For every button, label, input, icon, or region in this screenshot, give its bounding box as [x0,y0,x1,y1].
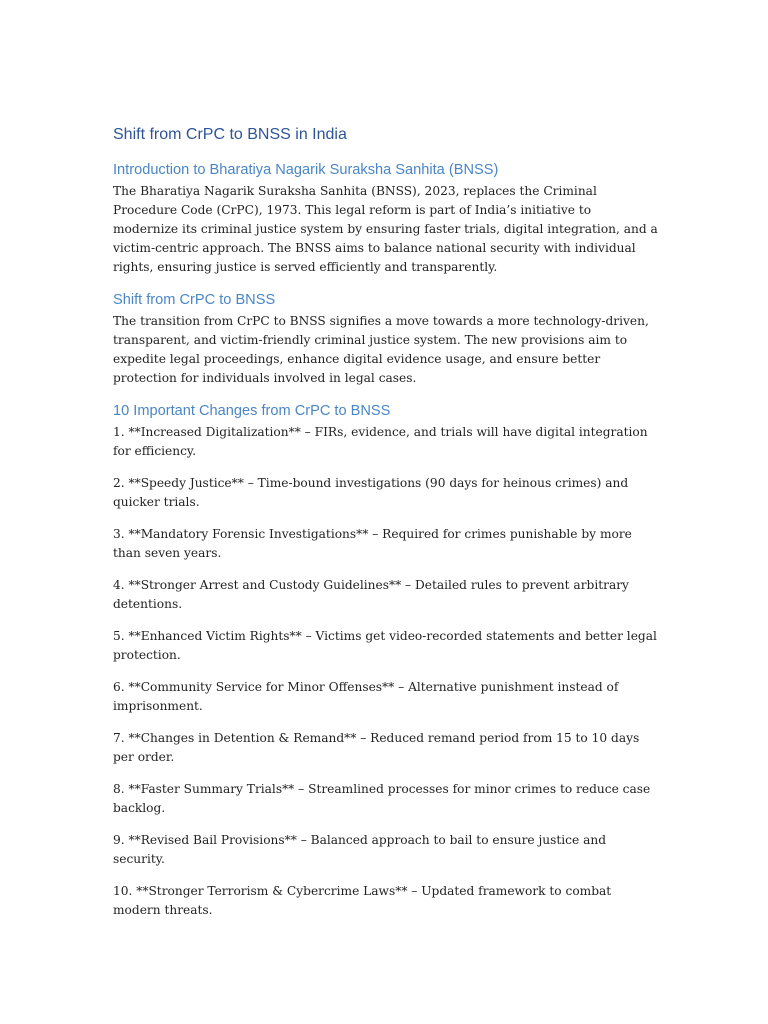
list-item: 9. **Revised Bail Provisions** – Balanced approach to bail to ensure justice and security. [113,833,607,866]
list-item: 2. **Speedy Justice** – Time-bound investigations (90 days for heinous crimes) and quicker trials. [113,476,629,509]
section-paragraph-introduction: The Bharatiya Nagarik Suraksha Sanhita (BNSS), 2023, replaces the Criminal Procedure Code (CrPC), 1973. This legal reform is part of India’s initiative to modernize its criminal justice system by ensuring faster trials, digital integration, and a victim-centric approach. The BNSS aims to balance national security with individual rights, ensuring justice is served efficiently and transparently. [113,184,658,274]
changes-list [113,423,658,920]
document-title: Shift from CrPC to BNSS in India [113,126,347,143]
section-heading-shift: Shift from CrPC to BNSS [113,292,276,308]
section-paragraph-shift: The transition from CrPC to BNSS signifies a move towards a more technology-driven, transparent, and victim-friendly criminal justice system. The new provisions aim to expedite legal proceedings, enhance digital evidence usage, and ensure better protection for individuals involved in legal cases. [113,314,649,385]
document-page [113,124,658,933]
list-item: 1. **Increased Digitalization** – FIRs, evidence, and trials will have digital integration for efficiency. [113,425,648,458]
section-heading-introduction: Introduction to Bharatiya Nagarik Suraksha Sanhita (BNSS) [113,162,499,178]
list-item: 4. **Stronger Arrest and Custody Guidelines** – Detailed rules to prevent arbitrary detentions. [113,578,629,611]
list-item: 5. **Enhanced Victim Rights** – Victims get video-recorded statements and better legal protection. [113,629,657,662]
list-item: 10. **Stronger Terrorism & Cybercrime Laws** – Updated framework to combat modern threats. [113,884,612,917]
list-item: 3. **Mandatory Forensic Investigations** – Required for crimes punishable by more than seven years. [113,527,632,560]
list-item: 7. **Changes in Detention & Remand** – Reduced remand period from 15 to 10 days per order. [113,731,640,764]
section-heading-changes: 10 Important Changes from CrPC to BNSS [113,403,391,419]
list-item: 8. **Faster Summary Trials** – Streamlined processes for minor crimes to reduce case backlog. [113,782,651,815]
list-item: 6. **Community Service for Minor Offenses** – Alternative punishment instead of imprisonment. [113,680,619,713]
